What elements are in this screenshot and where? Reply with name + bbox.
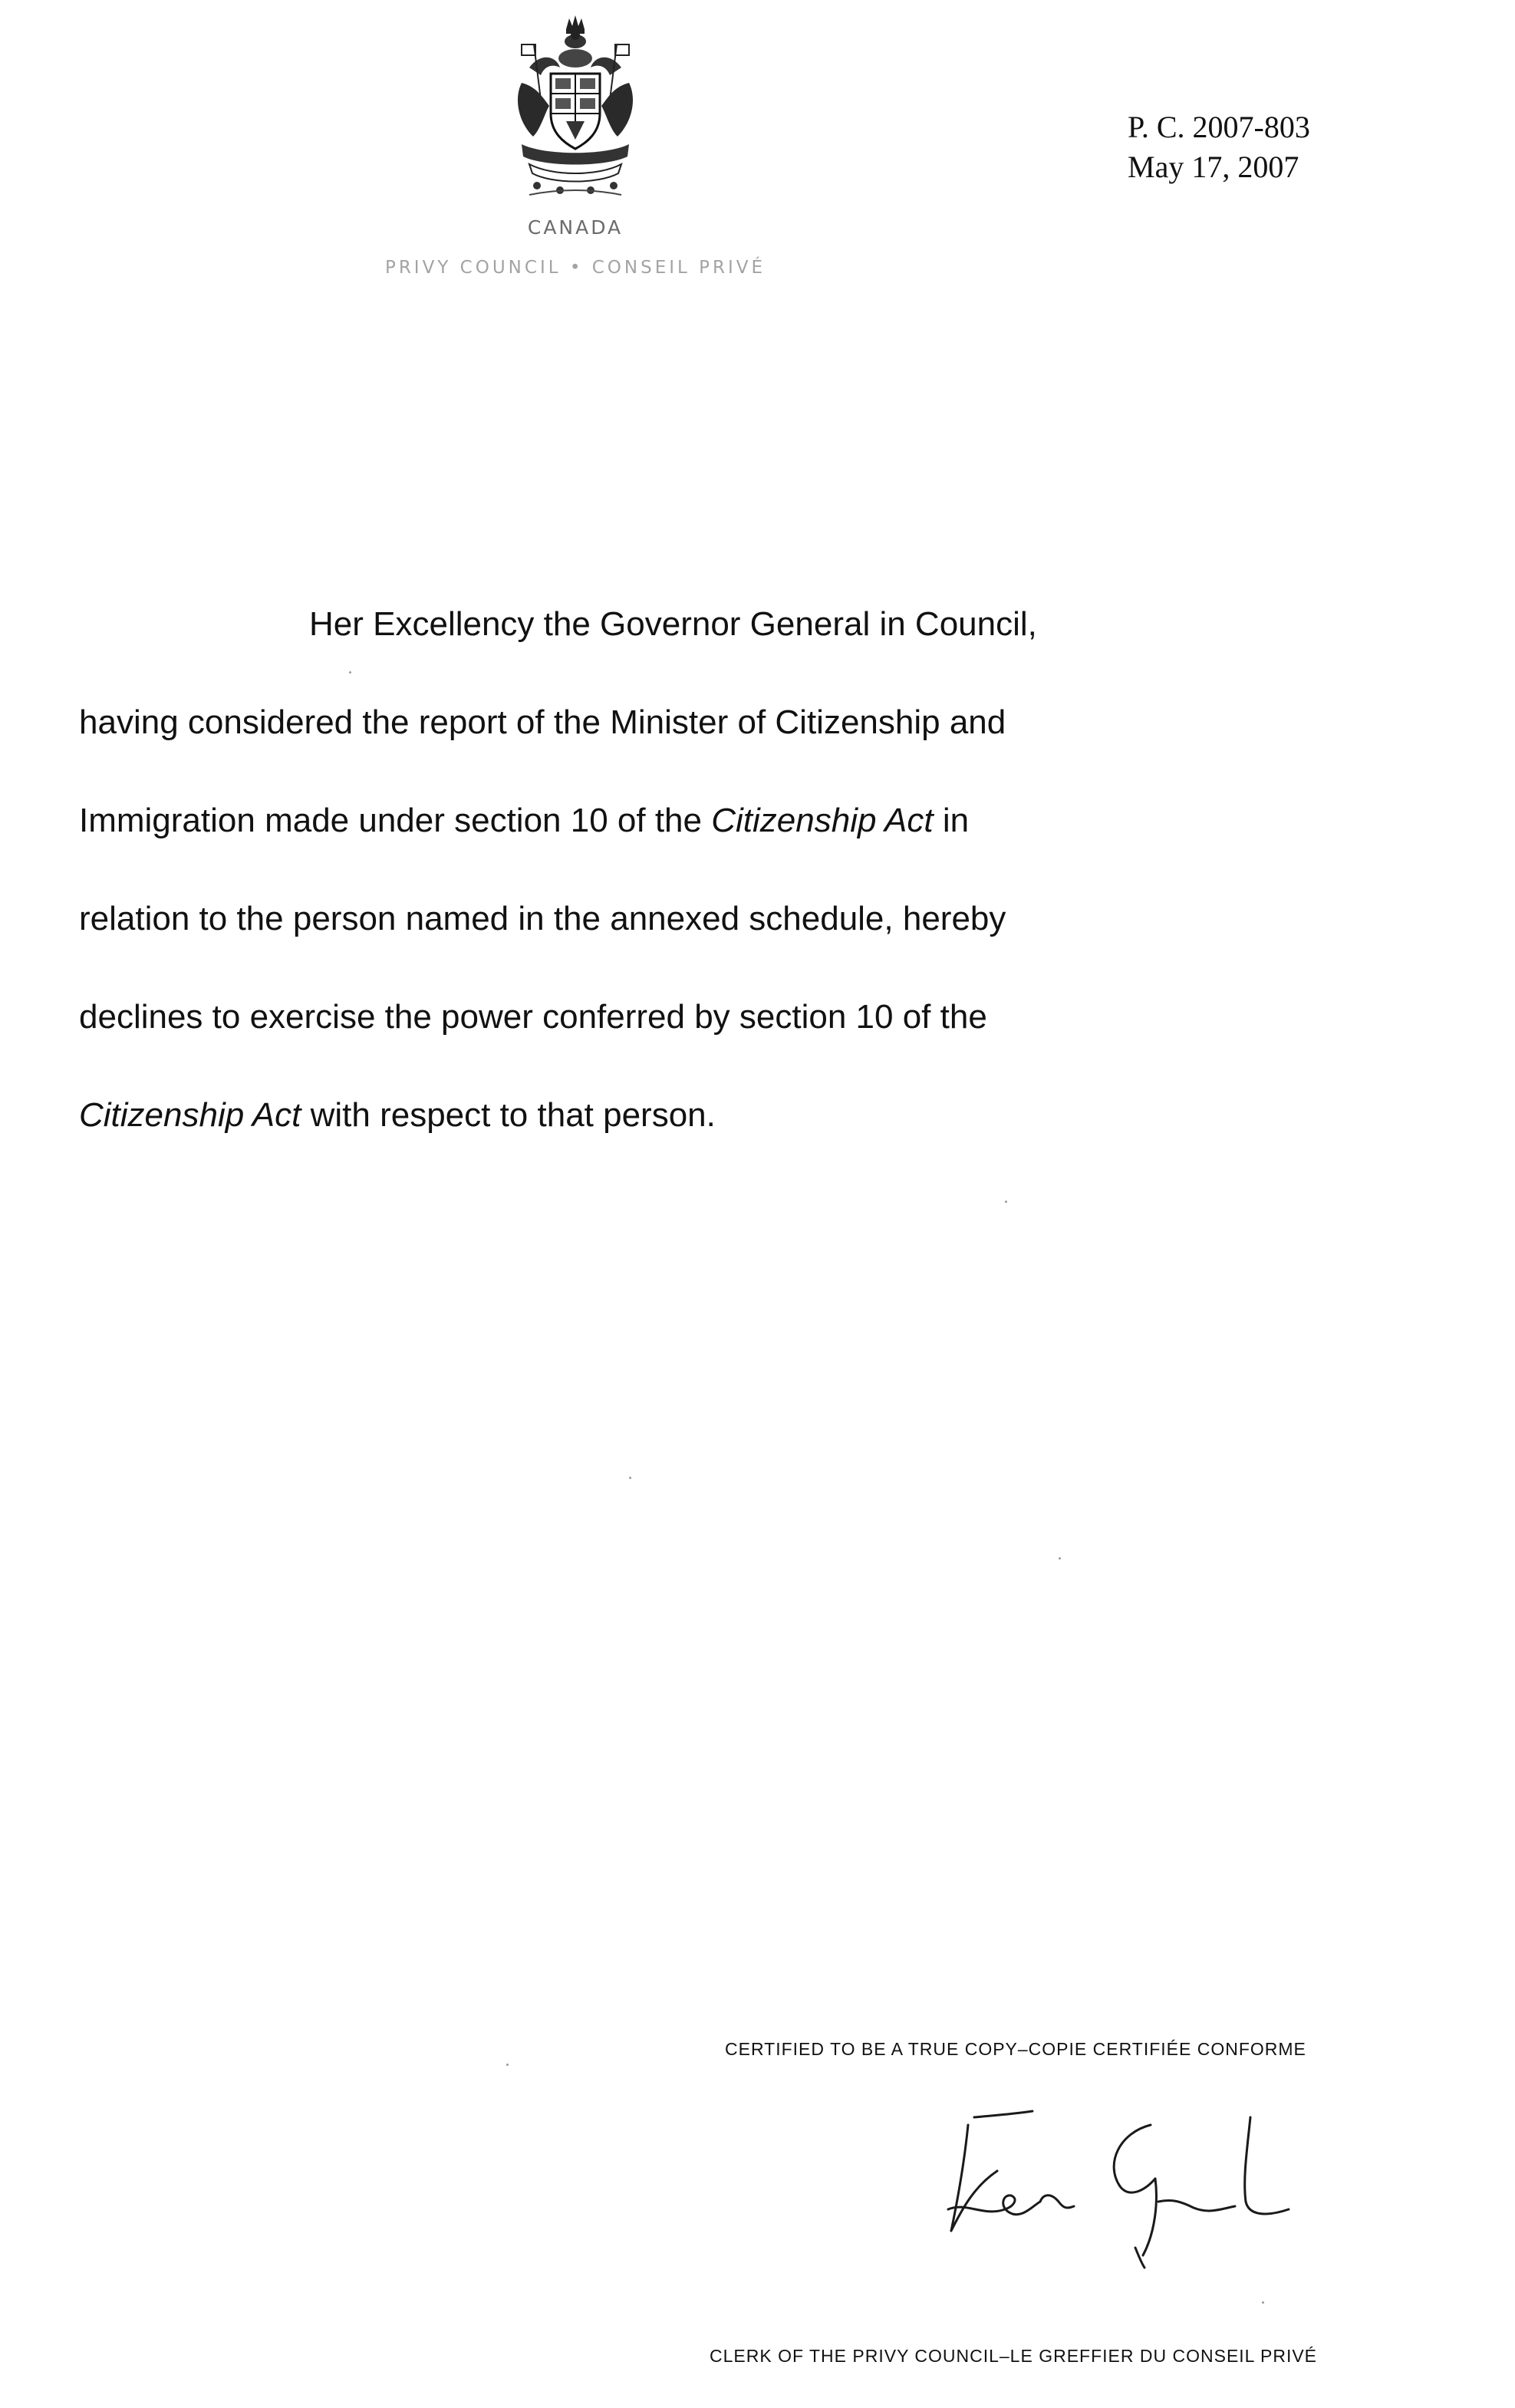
order-reference — [1128, 107, 1310, 187]
council-label: PRIVY COUNCIL • CONSEIL PRIVÉ — [384, 258, 766, 278]
clerk-title: CLERK OF THE PRIVY COUNCIL–LE GREFFIER DU CONSEIL PRIVÉ — [710, 2346, 1318, 2366]
scan-speck — [1059, 1557, 1061, 1560]
act-title: Citizenship Act — [711, 802, 934, 839]
scan-speck — [1005, 1201, 1007, 1203]
body-line: relation to the person named in the annexed schedule, hereby — [79, 900, 1006, 937]
body-text: Immigration made under section 10 of the — [79, 802, 712, 839]
certification-statement: CERTIFIED TO BE A TRUE COPY–COPIE CERTIFIÉE CONFORME — [725, 2039, 1306, 2059]
scan-speck — [1262, 2301, 1264, 2304]
order-body — [79, 575, 1230, 1164]
body-text: in — [933, 802, 970, 839]
order-date: May 17, 2007 — [1128, 150, 1299, 184]
scan-speck — [506, 2064, 509, 2066]
body-line: having considered the report of the Minister of Citizenship and — [79, 703, 1006, 741]
body-line — [79, 772, 1230, 870]
body-line: declines to exercise the power conferred by section 10 of the — [79, 998, 987, 1036]
act-title: Citizenship Act — [79, 1096, 301, 1134]
scan-speck — [629, 1477, 631, 1479]
body-line — [79, 1066, 1230, 1164]
body-text: with respect to that person. — [301, 1096, 716, 1134]
handwritten-signature-icon — [928, 2094, 1327, 2271]
canada-coat-of-arms-icon — [499, 14, 652, 198]
body-line: Her Excellency the Governor General in Council, — [309, 605, 1037, 643]
country-label: CANADA — [527, 216, 624, 239]
scan-speck — [349, 671, 351, 674]
order-number: P. C. 2007-803 — [1128, 110, 1310, 144]
